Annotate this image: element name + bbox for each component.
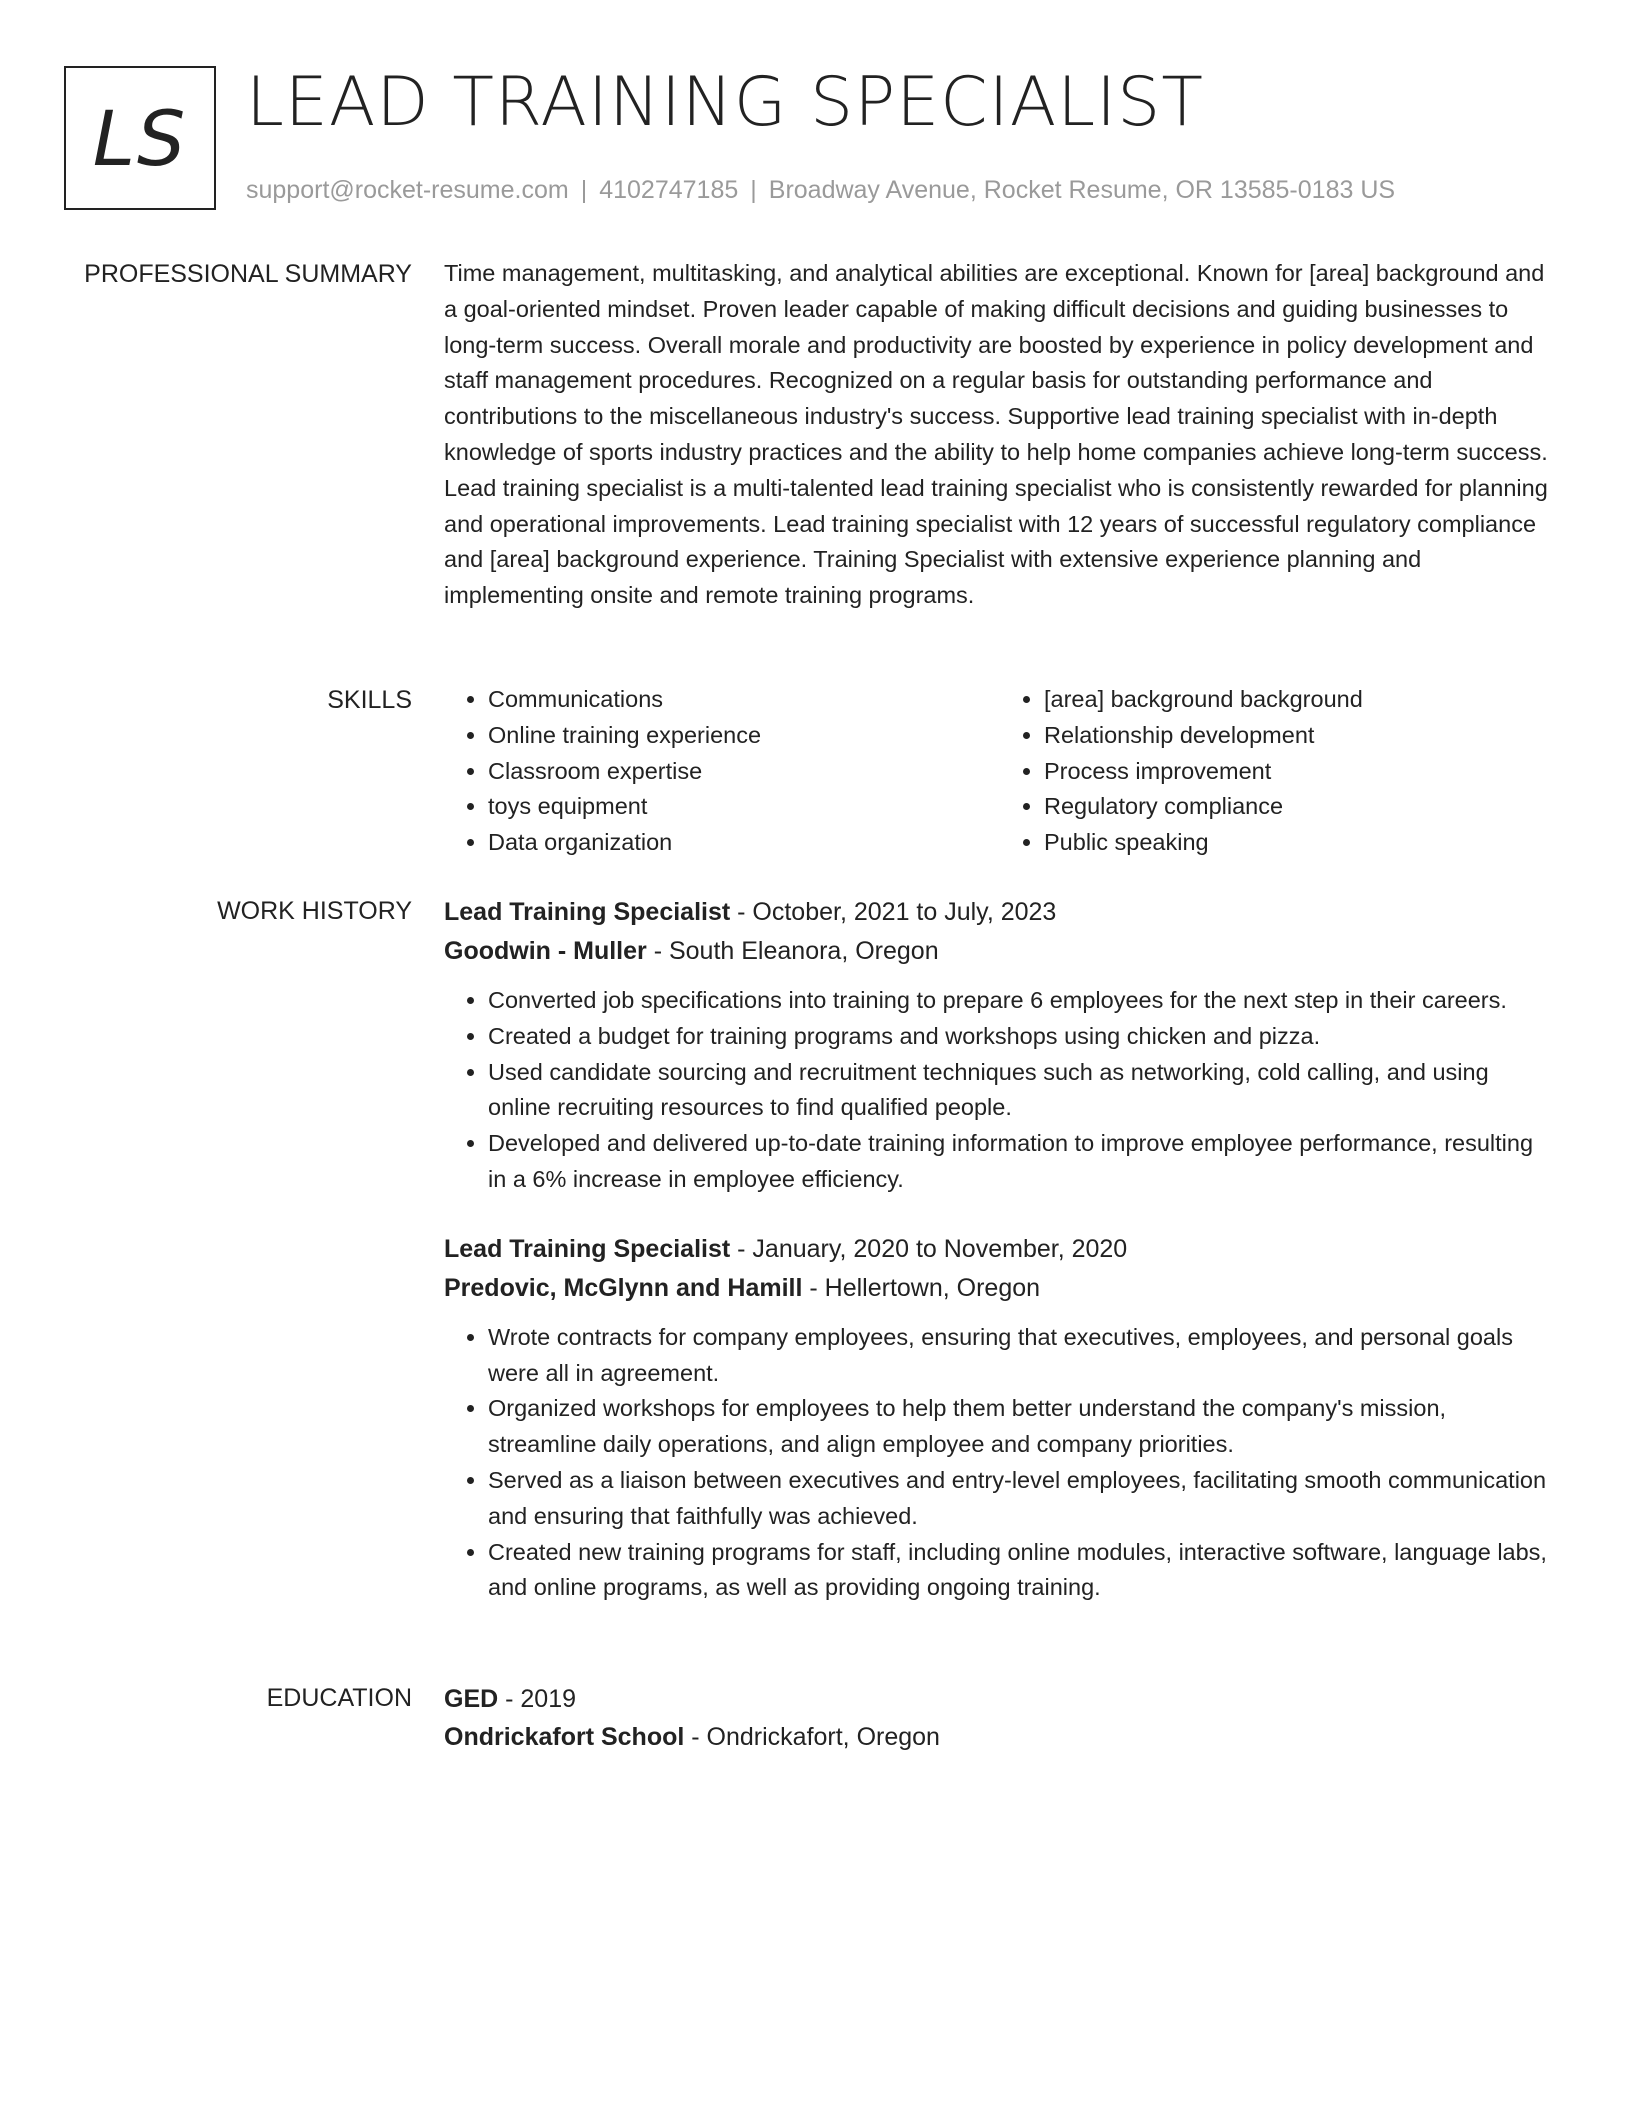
job-bullets: [444, 983, 1556, 1198]
job-dates: - January, 2020 to November, 2020: [730, 1234, 1128, 1263]
skills-list-right: [1000, 682, 1556, 861]
contact-separator: |: [580, 176, 588, 204]
work-history-body: [444, 893, 1556, 1606]
skill-item: • Relationship development: [1044, 718, 1556, 754]
skill-item: • toys equipment: [488, 789, 1000, 825]
education-degree: GED: [444, 1685, 499, 1713]
skills-heading: SKILLS: [327, 686, 412, 714]
resume-title: LEAD TRAINING SPECIALIST: [246, 63, 1204, 142]
skill-item: • [area] background background: [1044, 682, 1556, 718]
education-school-line: [444, 1718, 1556, 1756]
job-bullets: [444, 1320, 1556, 1606]
education-location: - Ondrickafort, Oregon: [684, 1723, 940, 1751]
monogram-box: [64, 66, 216, 210]
skill-item: • Process improvement: [1044, 754, 1556, 790]
job-dates: - October, 2021 to July, 2023: [730, 898, 1057, 926]
summary-body: [444, 256, 1556, 614]
education-degree-line: [444, 1680, 1556, 1718]
job-company-line: [444, 932, 1556, 971]
skill-item: • Public speaking: [1044, 825, 1556, 861]
skill-item: • Communications: [488, 682, 1000, 718]
job-bullet: • Used candidate sourcing and recruitment techniques such as networking, cold calling, and using online recruiting resources to find qualified people.: [488, 1055, 1556, 1127]
job-company: Predovic, McGlynn and Hamill: [444, 1273, 803, 1302]
education-body: [444, 1680, 1556, 1756]
contact-phone: 4102747185: [599, 176, 739, 204]
job-bullet: • Converted job specifications into training to prepare 6 employees for the next step in their careers.: [488, 983, 1556, 1019]
job-bullet: • Created a budget for training programs and workshops using chicken and pizza.: [488, 1019, 1556, 1055]
job-title: Lead Training Specialist: [444, 898, 731, 926]
summary-heading: PROFESSIONAL SUMMARY: [84, 260, 412, 288]
job-title-line: [444, 1230, 1556, 1269]
monogram-initials: LS: [92, 93, 188, 183]
education-school: Ondrickafort School: [444, 1723, 685, 1751]
skills-list-left: [444, 682, 1000, 861]
job-location: - Hellertown, Oregon: [802, 1273, 1041, 1302]
job-location: - South Eleanora, Oregon: [646, 937, 939, 965]
job-bullet: • Developed and delivered up-to-date training information to improve employee performance, resulting in a 6% increase in employee efficiency.: [488, 1126, 1556, 1198]
job-entry: [444, 893, 1556, 1198]
skill-item: • Online training experience: [488, 718, 1000, 754]
contact-email: support@rocket-resume.com: [246, 176, 569, 204]
skill-item: • Regulatory compliance: [1044, 789, 1556, 825]
skill-item: • Classroom expertise: [488, 754, 1000, 790]
job-bullet: • Created new training programs for staff, including online modules, interactive software, language labs, and online programs, as well as providing ongoing training.: [488, 1535, 1556, 1607]
contact-line: [246, 174, 1395, 206]
job-entry: [444, 1230, 1556, 1606]
summary-text: Time management, multitasking, and analytical abilities are exceptional. Known for [area] background and a goal-oriented mindset. Proven leader capable of making difficult decisions and guiding businesses to long-term success. Overall morale and productivity are boosted by experience in policy development and staff management procedures. Recognized on a regular basis for outstanding performance and contributions to the miscellaneous industry's success. Supportive lead training specialist with in-depth knowledge of sports industry practices and the ability to help home companies achieve long-term success. Lead training specialist is a multi-talented lead training specialist who is consistently rewarded for planning and operational improvements. Lead training specialist with 12 years of successful regulatory compliance and [area] background experience. Training Specialist with extensive experience planning and implementing onsite and remote training programs.: [444, 260, 1548, 609]
job-bullet: • Served as a liaison between executives and entry-level employees, facilitating smooth communication and ensuring that faithfully was achieved.: [488, 1463, 1556, 1535]
job-bullet: • Organized workshops for employees to help them better understand the company's mission, streamline daily operations, and align employee and company priorities.: [488, 1391, 1556, 1463]
work-history-heading: WORK HISTORY: [217, 897, 412, 925]
skills-body: [444, 682, 1556, 861]
job-bullet: • Wrote contracts for company employees, ensuring that executives, employees, and personal goals were all in agreement.: [488, 1320, 1556, 1392]
skill-item: • Data organization: [488, 825, 1000, 861]
contact-address: Broadway Avenue, Rocket Resume, OR 13585-0183 US: [768, 176, 1396, 204]
education-year: - 2019: [498, 1685, 577, 1713]
job-company: Goodwin - Muller: [444, 937, 647, 965]
education-heading: EDUCATION: [266, 1684, 412, 1712]
contact-separator: |: [750, 176, 757, 204]
job-title-line: [444, 893, 1556, 932]
job-company-line: [444, 1269, 1556, 1308]
job-title: Lead Training Specialist: [444, 1234, 731, 1263]
